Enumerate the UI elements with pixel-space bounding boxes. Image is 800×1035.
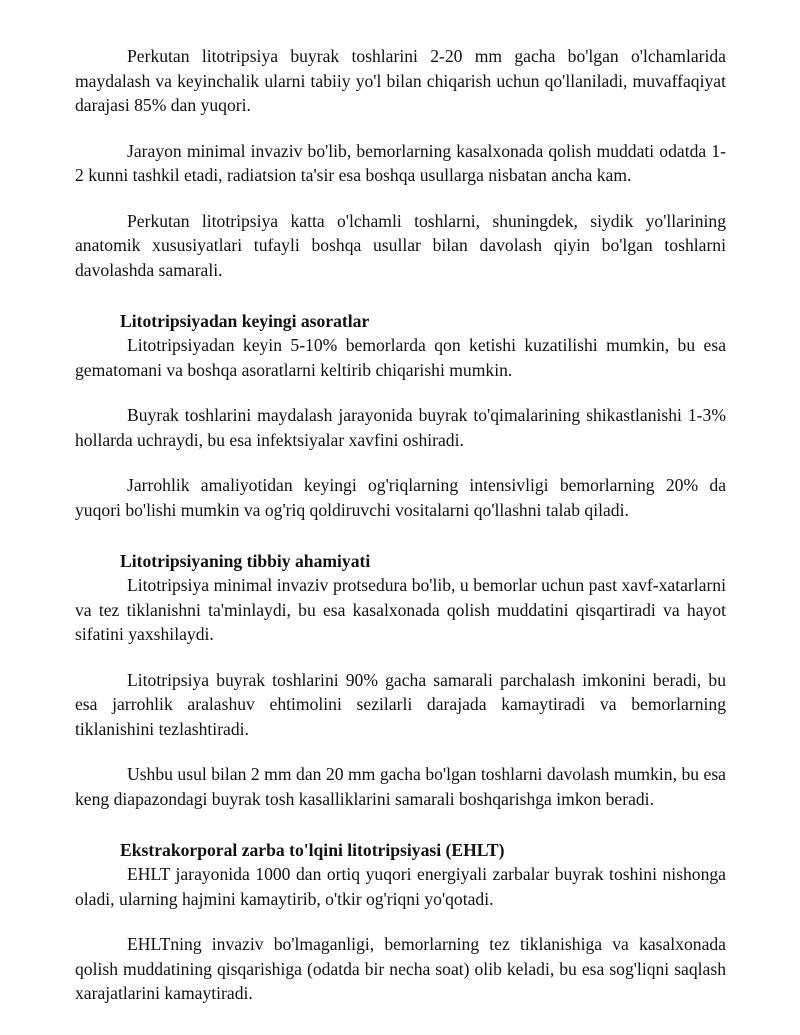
document-page [75,44,726,1027]
significance-paragraph-1: Litotripsiya minimal invaziv protsedura bo'lib, u bemorlar uchun past xavf-xatarlarni va tez tiklanishni ta'minlaydi, bu esa kasalxonada qolish muddatini qisqartiradi va hayot sifatini yaxshilaydi. [75,575,726,644]
section-heading-ehlt: Ekstrakorporal zarba to'lqini litotripsiyasi (EHLT) [120,840,505,860]
complications-paragraph-1: Litotripsiyadan keyin 5-10% bemorlarda qon ketishi kuzatilishi mumkin, bu esa gematomani va boshqa asoratlarni keltirib chiqarishi mumkin. [75,335,726,380]
section-heading-complications: Litotripsiyadan keyingi asoratlar [120,311,370,331]
significance-paragraph-2: Litotripsiya buyrak toshlarini 90% gacha samarali parchalash imkonini beradi, bu esa jarrohlik aralashuv ehtimolini sezilarli darajada kamaytiradi va bemorlarning tiklanishini tezlashtiradi. [75,669,726,739]
ehlt-paragraph-2: EHLTning invaziv bo'lmaganligi, bemorlarning tez tiklanishiga va kasalxonada qolish muddatining qisqarishiga (odatda bir necha soat) olib keladi, bu esa sog'liqni saqlash xarajatlarini kamaytiradi. [75,934,726,1003]
intro-paragraph-2: Jarayon minimal invaziv bo'lib, bemorlarning kasalxonada qolish muddati odatda 1-2 kunni tashkil etadi, radiatsion ta'sir esa boshqa usullarga nisbatan ancha kam. [75,140,726,185]
complications-paragraph-2: Buyrak toshlarini maydalash jarayonida buyrak to'qimalarining shikastlanishi 1-3% hollarda uchraydi, bu esa infektsiyalar xavfini oshiradi. [75,405,726,450]
intro-paragraph-3: Perkutan litotripsiya katta o'lchamli toshlarni, shuningdek, siydik yo'llarining anatomik xususiyatlari tufayli boshqa usullar bilan davolash qiyin bo'lgan toshlarni davolashda samarali. [75,210,726,280]
ehlt-paragraph-1: EHLT jarayonida 1000 dan ortiq yuqori energiyali zarbalar buyrak toshini nishonga oladi, ularning hajmini kamaytirib, o'tkir og'riqni yo'qotadi. [75,864,726,909]
significance-paragraph-3: Ushbu usul bilan 2 mm dan 20 mm gacha bo'lgan toshlarni davolash mumkin, bu esa keng diapazondagi buyrak tosh kasalliklarini samarali boshqarishga imkon beradi. [75,764,726,809]
complications-paragraph-3: Jarrohlik amaliyotidan keyingi og'riqlarning intensivligi bemorlarning 20% da yuqori bo'lishi mumkin va og'riq qoldiruvchi vositalarni qo'llashni talab qiladi. [75,475,726,520]
intro-paragraph-1: Perkutan litotripsiya buyrak toshlarini 2-20 mm gacha bo'lgan o'lchamlarida maydalash va keyinchalik ularni tabiiy yo'l bilan chiqarish uchun qo'llaniladi, muvaffaqiyat darajasi 85% dan yuqori. [75,46,726,115]
section-heading-significance: Litotripsiyaning tibbiy ahamiyati [120,551,371,571]
